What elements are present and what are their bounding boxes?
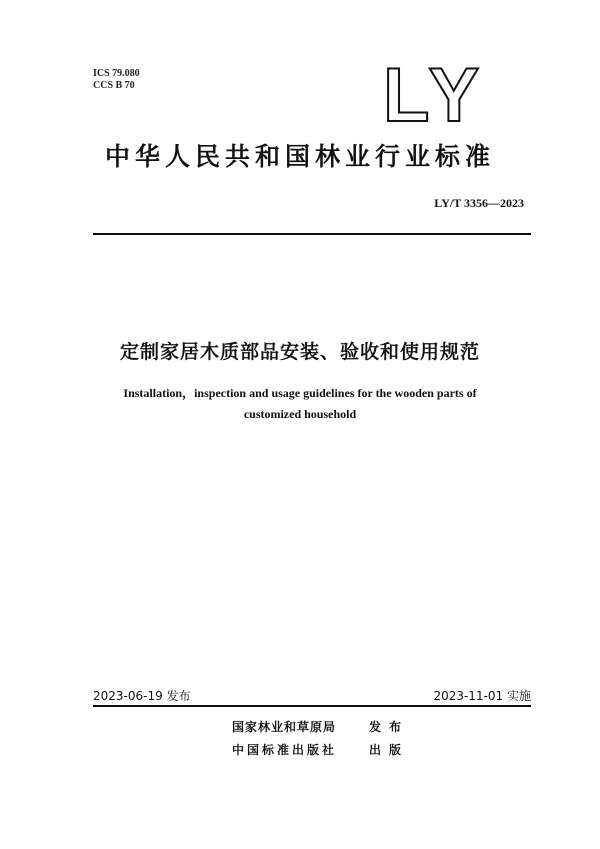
implement-date: 2023-11-01 实施 bbox=[433, 689, 531, 703]
issuer-action: 发布 bbox=[369, 720, 410, 734]
publisher-action: 出版 bbox=[369, 743, 410, 757]
document-title-english bbox=[100, 383, 500, 425]
ics-code: ICS 79.080 bbox=[93, 68, 140, 79]
issuer-org: 国家林业和草原局 bbox=[232, 720, 337, 734]
publisher-org: 中国标准出版社 bbox=[232, 743, 338, 757]
classification-codes bbox=[93, 68, 140, 92]
ly-logo: LY bbox=[383, 53, 486, 138]
bottom-divider bbox=[93, 705, 531, 707]
english-title-line-2: customized household bbox=[243, 407, 357, 421]
publish-date: 2023-06-19 发布 bbox=[93, 689, 191, 703]
document-title-chinese: 定制家居木质部品安装、验收和使用规范 bbox=[119, 341, 480, 363]
standard-number: LY/T 3356—2023 bbox=[434, 196, 524, 210]
ccs-code: CCS B 70 bbox=[93, 80, 135, 91]
top-divider bbox=[93, 233, 531, 235]
publisher-row bbox=[232, 741, 432, 758]
standard-category-title: 中华人民共和国林业行业标准 bbox=[104, 142, 495, 171]
english-title-line-1: Installation，inspection and usage guidelines for the wooden parts of bbox=[123, 386, 477, 400]
issuer-row bbox=[232, 718, 432, 735]
